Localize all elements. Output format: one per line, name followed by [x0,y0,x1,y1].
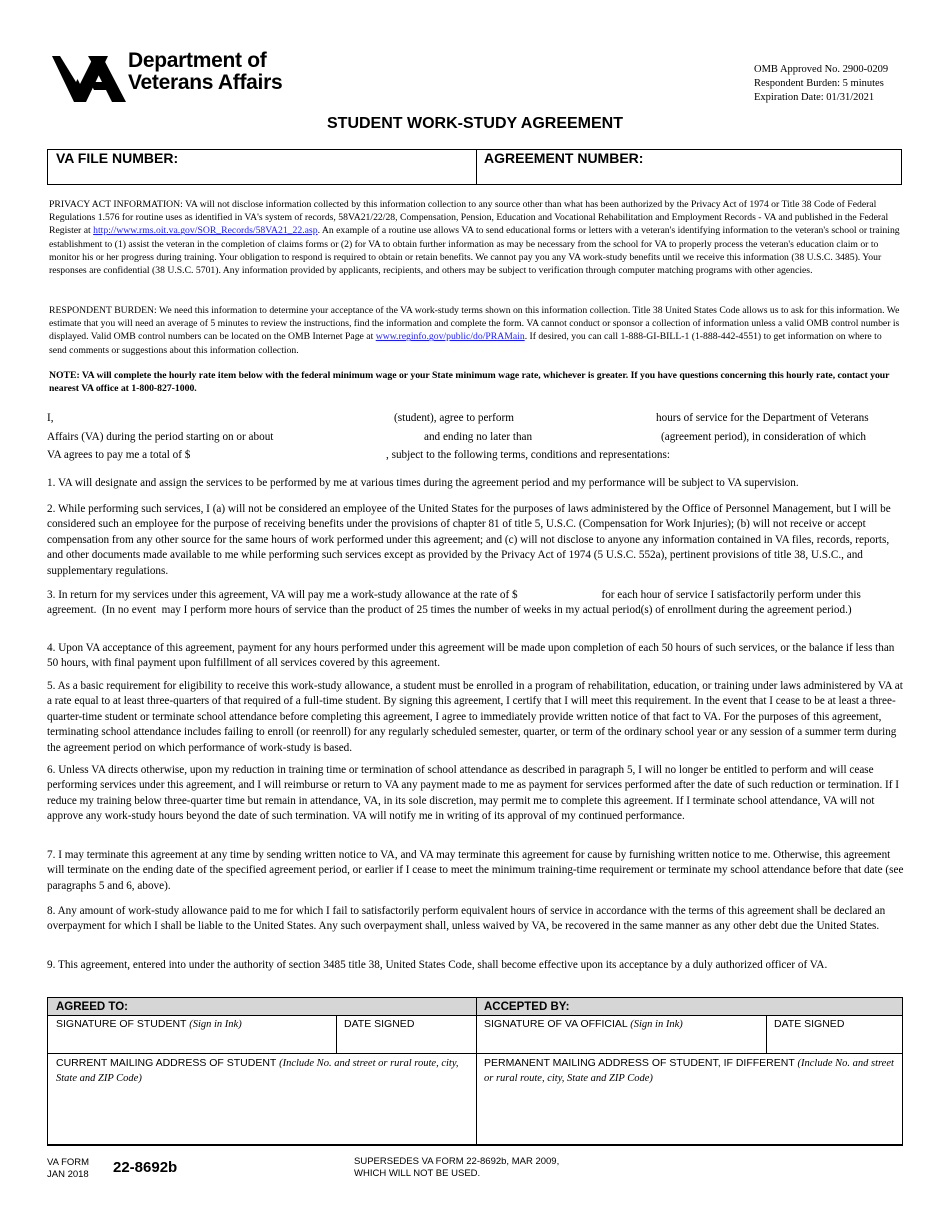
fill-l1-a: I, [47,412,54,424]
permanent-address-field[interactable]: PERMANENT MAILING ADDRESS OF STUDENT, IF DIFFERENT (Include No. and street or rural route, city, State and ZIP Code) [484,1057,894,1084]
current-address-field[interactable]: CURRENT MAILING ADDRESS OF STUDENT (Include No. and street or rural route, city, State and ZIP Code) [56,1057,459,1084]
paragraph-3: 3. In return for my services under this agreement, VA will pay me a work-study allowance at the rate of $ for each hour of service I satisfactorily perform under this agreement. (In no event may I perform more hours of service than the product of 25 times the number of weeks in my actual period(s) of enrollment during the agreement period.) [47,589,864,617]
agreement-number-label: AGREEMENT NUMBER: [484,150,644,166]
privacy-act-info: PRIVACY ACT INFORMATION: VA will not disclose information collected by this information collection to any source other than what has been authorized by the Privacy Act of 1974 or Title 38 Code of Federal Regulations 1.576 for routine uses as identified in VA's system of records, 58VA21/22/28, Compensation, Pension, Education and Vocational Rehabilitation and Employment Records - VA and published in the Federal Register at http://www.rms.oit.va.gov/SOR_Records/58VA21_22.asp. An example of a routine use allows VA to send educational forms or letters with a veteran's identifying information to the veteran's school or training establishment to (1) assist the veteran in the completion of claims forms or (2) for VA to obtain further information as may be necessary from the school for VA to properly process the veteran's education claim or to monitor his or her progress during training. Your obligation to respond is required to obtain or retain benefits. We cannot pay you any VA work-study benefits until we receive this information (38 U.S.C. 3485). Your responses are confidential (38 U.S.C. 5701). Any information provided by applicants, recipients, and others may be subject to verification through computer matching programs with other agencies. [49,199,900,277]
official-signature-field[interactable]: SIGNATURE OF VA OFFICIAL (Sign in Ink) [484,1018,683,1030]
form-title: STUDENT WORK-STUDY AGREEMENT [327,115,623,132]
sor-records-link[interactable]: http://www.rms.oit.va.gov/SOR_Records/58VA21_22.asp [93,225,318,237]
hourly-rate-note: NOTE: VA will complete the hourly rate item below with the federal minimum wage or your State minimum wage rate, whichever is greater. If you have questions concerning this hourly rate, contact your nearest VA office at 1-800-827-1000. [49,370,890,395]
top-fields-box [47,149,902,185]
student-date-field[interactable]: DATE SIGNED [344,1018,415,1030]
paragraph-8: 8. Any amount of work-study allowance paid to me for which I fail to satisfactorily perform equivalent hours of service in accordance with the terms of this agreement shall be declared an overpayment for which I shall be liable to the United States. Any such overpayment shall, unless waived by VA, be recovered in the same manner as any other debt due the United States. [47,905,886,933]
fill-l2-a: Affairs (VA) during the period starting on or about [47,431,274,443]
va-logo-icon [50,48,130,106]
omb-info: OMB Approved No. 2900-0209 Respondent Burden: 5 minutes Expiration Date: 01/31/2021 [754,64,889,103]
fill-l1-b: (student), agree to perform [394,412,514,424]
signature-table [47,997,903,1146]
paragraph-9: 9. This agreement, entered into under the authority of section 3485 title 38, United States Code, shall become effective upon its acceptance by a duly authorized officer of VA. [47,959,828,971]
fill-l2-b: and ending no later than [424,431,533,443]
respondent-burden: RESPONDENT BURDEN: We need this information to determine your acceptance of the VA work-study terms shown on this information collection. Title 38 United States Code allows us to ask for this information. We estimate that you will need an average of 5 minutes to review the instructions, find the information and complete the form. VA cannot conduct or sponsor a collection of information unless a valid OMB control number is displayed. Valid OMB control numbers can be located on the OMB Internet Page at www.reginfo.gov/public/do/PRAMain. If desired, you can call 1-888-GI-BILL-1 (1-888-442-4551) to get information on where to send comments or suggestions about this information collection. [49,305,900,356]
official-date-field[interactable]: DATE SIGNED [774,1018,845,1030]
fill-l3-a: VA agrees to pay me a total of $ [47,449,191,461]
fill-l2-c: (agreement period), in consideration of which [661,431,867,443]
paragraph-4: 4. Upon VA acceptance of this agreement, payment for any hours performed under this agreement will be made upon completion of each 50 hours of such services, or the balance if less than 50 hours, with final payment upon fulfillment of all services covered by this agreement. [47,642,895,670]
footer-form-label: VA FORM JAN 2018 [47,1157,90,1180]
agency-name: Department of Veterans Affairs [128,49,283,94]
paragraph-6: 6. Unless VA directs otherwise, upon my reduction in training time or termination of school attendance as described in paragraph 5, I will no longer be entitled to perform and will cease performing services under this agreement, and I will reimburse or return to VA any payment made to me as payment for services performed after the date of such reduction or termination. If I reduce my training below three-quarter time but remain in attendance, VA, in its sole discretion, may permit me to complete this agreement. If I terminate school attendance, VA will not approve any work-study hours beyond the date of such termination. VA will notify me in writing of its approval of my continued performance. [47,764,900,823]
paragraph-1: 1. VA will designate and assign the services to be performed by me at various times during the agreement period and my performance will be subject to VA supervision. [47,477,799,489]
reginfo-link[interactable]: www.reginfo.gov/public/do/PRAMain [375,331,525,343]
fill-l1-c: hours of service for the Department of Veterans [656,412,869,424]
file-number-label: VA FILE NUMBER: [56,150,179,166]
paragraph-5: 5. As a basic requirement for eligibility to receive this work-study allowance, a student must be enrolled in a program of rehabilitation, education, or training under laws administered by VA at a rate equal to at least three-quarters of that required of a full-time student. By signing this agreement, I certify that I will meet this requirement. In the event that I cease to be at least a three-quarter-time student or terminate school attendance before completing this agreement, I agree to immediately provide written notice of that fact to VA. For the purposes of this agreement, terminating school attendance includes failing to enroll (or reenroll) for any regularly scheduled semester, quarter, or term of the ordinary school year or any session of a summer term during the agreement period on which performance of work-study is based. [47,680,903,754]
footer-form-number: 22-8692b [113,1159,178,1176]
agreed-to-header: AGREED TO: [48,998,476,1016]
student-signature-field[interactable]: SIGNATURE OF STUDENT (Sign in Ink) [56,1018,242,1030]
footer-supersedes: SUPERSEDES VA FORM 22-8692b, MAR 2009, WHICH WILL NOT BE USED. [354,1156,560,1179]
paragraph-2: 2. While performing such services, I (a) will not be considered an employee of the United States for the purposes of laws administered by the Office of Personnel Management, but I will be considered such an employee for the purpose of receiving benefits under the provisions of chapter 81 of title 5, U.S.C. (Compensation for Work Injuries); (b) will not receive or accept compensation from any other source for the same hours of work performed under this agreement; and (c) will not disclose to anyone any information contained in VA files, records, reports, and other documents made available to me while performing such services except as provided by the Privacy Act of 1974 (5 U.S.C. 552a), pertinent provisions of title 38, U.S.C., and supplementary regulations. [47,503,891,577]
accepted-by-header: ACCEPTED BY: [476,998,902,1016]
fill-l3-b: , subject to the following terms, conditions and representations: [386,449,670,461]
paragraph-7: 7. I may terminate this agreement at any time by sending written notice to VA, and VA may terminate this agreement for cause by furnishing written notice to me. Otherwise, this agreement will terminate on the ending date of the specified agreement period, or earlier if I cease to meet the minimum training-time requirement or terminate my school attendance before that date (see paragraphs 5 and 6, above). [47,849,904,892]
